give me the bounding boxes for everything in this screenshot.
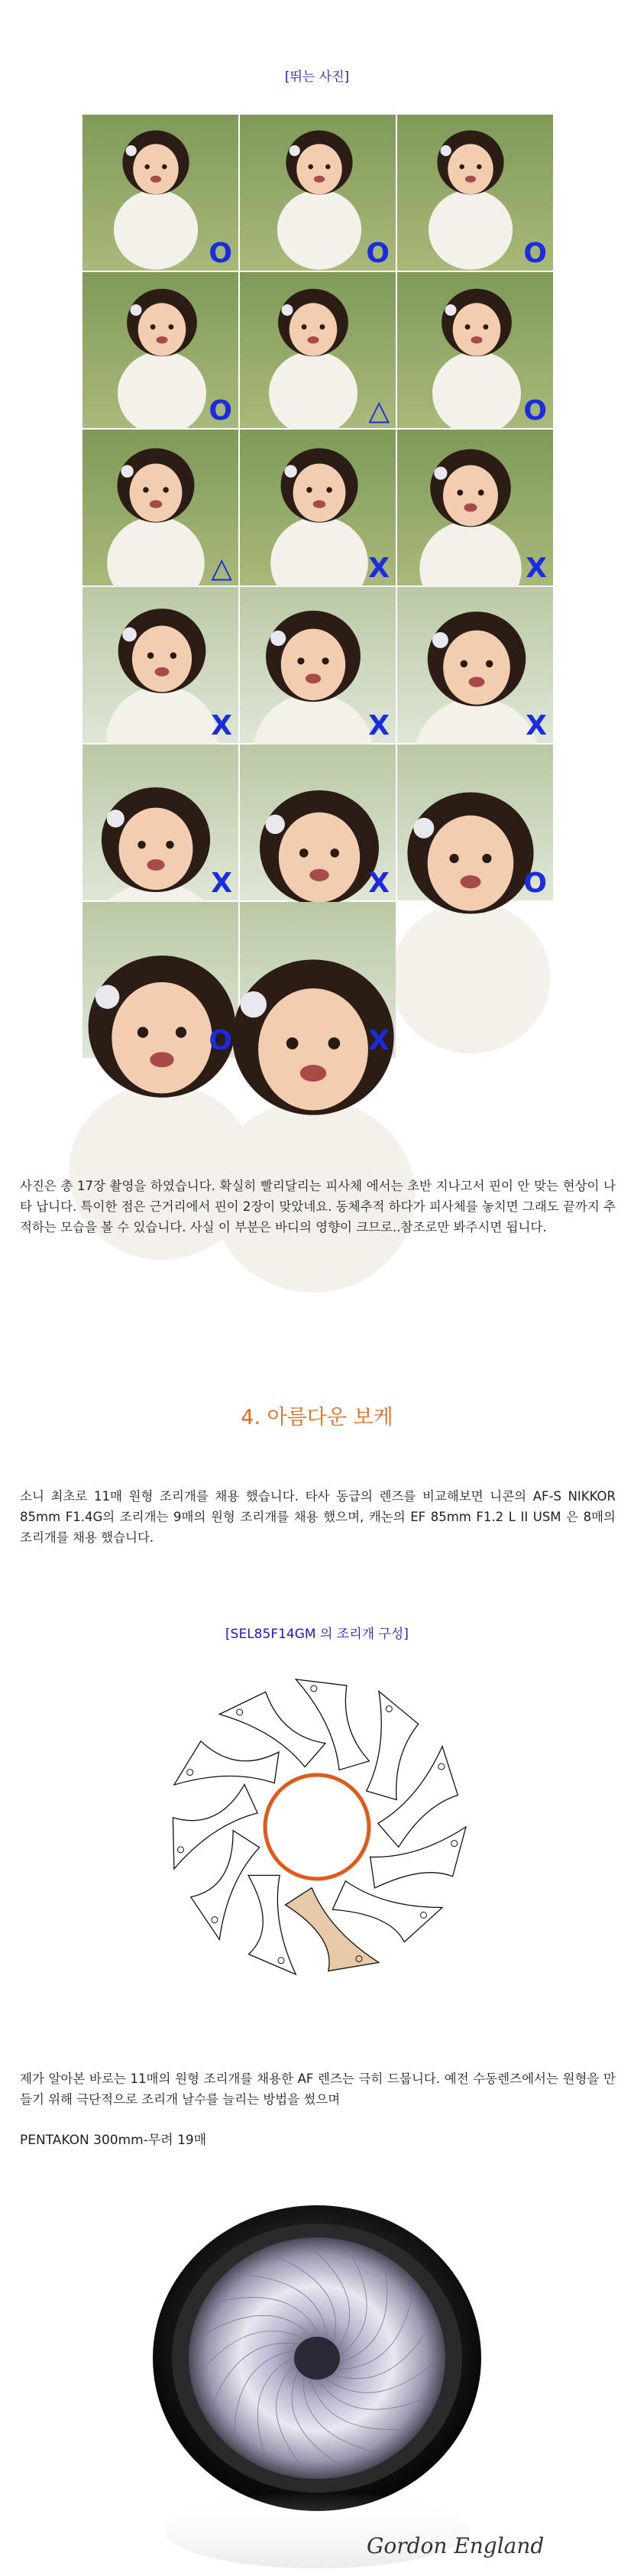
results-paragraph: 사진은 총 17장 촬영을 하였습니다. 확실히 빨리달리는 피사체 에서는 초반 지나고서 핀이 안 맞는 현상이 나타 납니다. 특이한 점은 근거리에서 핀이 2장이 맞았네요. 동체추적 하다가 피사체를 놓치면 그래도 끝까지 추적하는 모습을 볼 수 있습니다. 사실 이 부분은 바디의 영향이 크므로..참조로만 봐주시면 됩니다.: [20, 1179, 616, 1234]
photo-cell: [397, 115, 553, 271]
focus-result-mark: △: [211, 553, 232, 584]
photo-section-caption: [뛰는 사진]: [284, 70, 350, 85]
aperture-blade: [286, 1888, 379, 1971]
focus-result-mark: O: [366, 238, 390, 269]
pentakon-lens-photo: [122, 2194, 545, 2576]
aperture-blade: [174, 1741, 279, 1785]
photo-cell: [82, 902, 238, 1058]
photo-cell: [82, 272, 238, 428]
focus-result-mark: O: [209, 1025, 232, 1056]
photo-cell: [240, 115, 396, 271]
focus-result-mark: O: [523, 395, 547, 427]
focus-result-mark: X: [526, 710, 547, 741]
focus-result-mark: X: [368, 1025, 390, 1056]
pentakon-label: PENTAKON 300mm-무려 19매: [20, 2133, 207, 2148]
aperture-blade: [219, 1692, 325, 1767]
photo-cell: [82, 115, 238, 271]
aperture-blade: [173, 1785, 257, 1869]
photo-cell: [397, 587, 553, 743]
blade-pivot: [438, 1763, 445, 1770]
blade-pivot: [177, 1847, 183, 1853]
focus-result-mark: O: [209, 395, 232, 427]
aperture-blade: [370, 1827, 466, 1888]
focus-result-mark: X: [211, 710, 232, 741]
aperture-blade: [248, 1875, 296, 1974]
photo-cell: [82, 587, 238, 743]
blade-pivot: [187, 1770, 193, 1776]
aperture-opening: [265, 1775, 369, 1879]
aperture-paragraph: 소니 최초로 11매 원형 조리개를 채용 했습니다. 타사 동급의 렌즈를 비교해보면 니콘의 AF-S NIKKOR 85mm F1.4G의 조리개는 9매의 원형 조리개를 채용 했으며, 캐논의 EF 85mm F1.2 L II USM 은 8매의 조리개를 채용 했습니다.: [20, 1489, 616, 1545]
watermark-text: Gordon England: [367, 2533, 545, 2558]
photo-cell: [397, 272, 553, 428]
blade-pivot: [278, 1958, 284, 1964]
focus-result-mark: X: [526, 553, 547, 584]
focus-result-mark: X: [211, 868, 232, 899]
blade-pivot: [451, 1841, 458, 1847]
blade-pivot: [311, 1685, 317, 1692]
photo-cell: [240, 430, 396, 586]
section-heading-bokeh: 4. 아름다운 보케: [241, 1406, 393, 1429]
aperture-blade-diagram: [157, 1674, 477, 1980]
aperture-blade: [191, 1831, 260, 1940]
diagram-caption: [SEL85F14GM 의 조리개 구성]: [225, 1627, 409, 1642]
blade-pivot: [212, 1917, 218, 1923]
focus-result-mark: O: [209, 238, 232, 269]
photo-cell: [240, 587, 396, 743]
photo-cell: [240, 902, 396, 1058]
photo-cell: [240, 745, 396, 900]
aperture-blade: [332, 1881, 442, 1942]
photo-cell: [82, 745, 238, 900]
photo-cell: [397, 430, 553, 586]
photo-cell: [240, 272, 396, 428]
aperture-blade: [367, 1692, 419, 1800]
focus-result-mark: X: [368, 553, 390, 584]
photo-cell: [82, 430, 238, 586]
focus-result-mark: X: [368, 868, 390, 899]
blade-pivot: [386, 1706, 392, 1712]
rare-aperture-paragraph: 제가 알아본 바로는 11매의 원형 조리개를 채용한 AF 렌즈는 극히 드뭅니다. 예전 수동렌즈에서는 원형을 만들기 위해 극단적으로 조리개 날수를 늘리는 방법을 썼으며: [20, 2072, 616, 2107]
blade-pivot: [237, 1709, 243, 1715]
focus-result-mark: O: [523, 238, 547, 269]
focus-result-mark: △: [368, 395, 390, 427]
focus-result-mark: O: [523, 868, 547, 899]
focus-result-mark: X: [368, 710, 390, 741]
aperture-blade: [378, 1747, 458, 1848]
aperture-blade: [296, 1679, 369, 1770]
photo-cell: [397, 745, 553, 900]
blade-pivot: [420, 1912, 426, 1918]
